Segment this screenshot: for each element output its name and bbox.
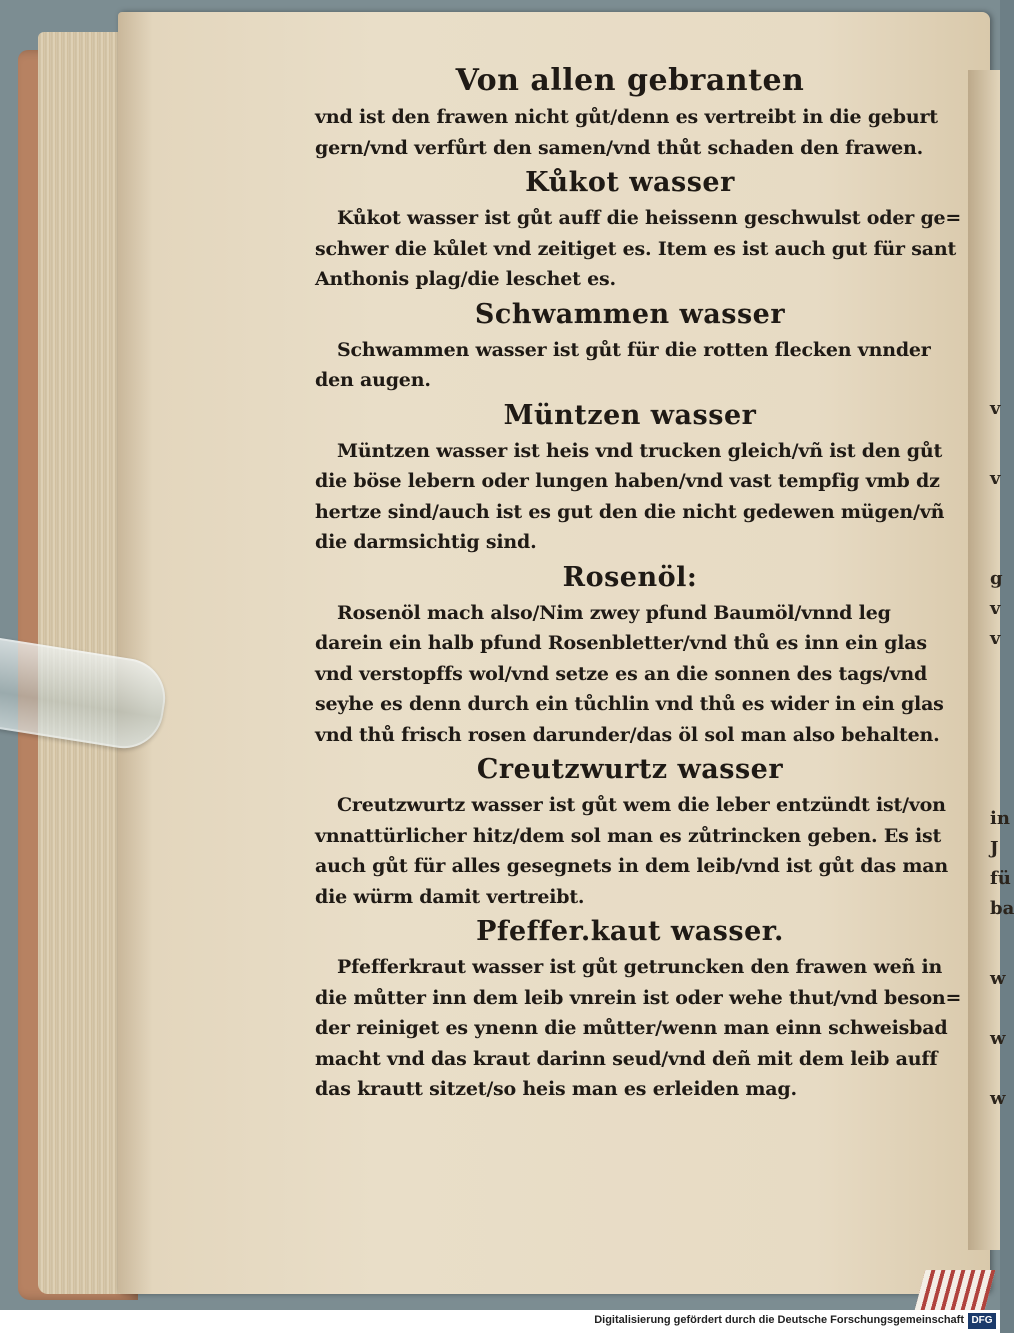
text-line: Pfefferkraut wasser ist gůt getruncken den frawen weñ in (337, 956, 943, 978)
edge-fragment: v (990, 598, 1001, 619)
text-line: darein ein halb pfund Rosenbletter/vnd thů es inn ein glas (315, 632, 927, 654)
section-heading: Kůkot wasser (525, 167, 735, 198)
section-heading: Creutzwurtz wasser (476, 754, 784, 785)
text-line: vnnattürlicher hitz/dem sol man es zůtrincken geben. Es ist (315, 824, 942, 847)
funding-credit: Digitalisierung gefördert durch die Deutsche Forschungsgemeinschaft (594, 1314, 964, 1326)
edge-fragment: ba (990, 898, 1014, 919)
edge-fragment: w (990, 1028, 1006, 1049)
text-line: seyhe es denn durch ein tůchlin vnd thů es wider in ein glas (315, 693, 944, 715)
section-heading: Pfeffer.kaut wasser. (476, 916, 784, 947)
section-heading: Schwammen wasser (474, 298, 786, 330)
footer-bar (0, 1310, 1000, 1333)
text-line: Anthonis plag/die leschet es. (315, 268, 616, 290)
text-line: vnd ist den frawen nicht gůt/denn es vertreibt in die geburt (315, 106, 938, 128)
page-text (315, 60, 962, 1105)
text-line: hertze sind/auch ist es gut den die nicht gedewen mügen/vñ (315, 500, 945, 523)
edge-fragment: g (990, 568, 1003, 589)
text-line: gern/vnd verfůrt den samen/vnd thůt schaden den frawen. (315, 136, 924, 159)
text-line: schwer die kůlet vnd zeitiget es. Item es ist auch gut für sant (315, 237, 957, 260)
edge-fragment: w (990, 968, 1006, 989)
text-line: Creutzwurtz wasser ist gůt wem die leber entzündt ist/von (337, 794, 946, 816)
running-head: Von allen gebranten (455, 63, 805, 98)
edge-fragment: J (990, 838, 999, 859)
text-line: Müntzen wasser ist heis vnd trucken gleich/vñ ist den gůt (337, 439, 943, 462)
text-line: Rosenöl mach also/Nim zwey pfund Baumöl/vnnd leg (337, 601, 891, 624)
dfg-logo-icon: DFG (968, 1313, 996, 1329)
edge-fragment: v (990, 628, 1001, 649)
text-line: die würm damit vertreibt. (315, 885, 585, 908)
text-line: vnd verstopffs wol/vnd setze es an die sonnen des tags/vnd (315, 662, 928, 685)
text-line: macht vnd das kraut darinn seud/vnd deñ mit dem leib auff (315, 1047, 938, 1070)
text-line: auch gůt für alles gesegnets in dem leib/vnd ist gůt das man (315, 855, 948, 877)
bookmark-ribbon (915, 1270, 996, 1310)
edge-fragment: fü (990, 868, 1011, 889)
edge-fragment: w (990, 1088, 1006, 1109)
text-line: die můtter inn dem leib vnrein ist oder wehe thut/vnd beson= (315, 986, 962, 1009)
text-line: den augen. (315, 369, 431, 391)
text-line: Schwammen wasser ist gůt für die rotten flecken vnnder (337, 338, 931, 361)
edge-fragment: v (990, 398, 1001, 419)
section-heading: Rosenöl: (562, 561, 698, 593)
text-line: das krautt sitzet/so heis man es erleiden mag. (315, 1078, 797, 1100)
next-page-edge (968, 70, 1014, 1250)
text-line: Kůkot wasser ist gůt auff die heissenn geschwulst oder ge= (337, 207, 962, 229)
text-line: vnd thů frisch rosen darunder/das öl sol man also behalten. (315, 723, 940, 746)
edge-fragment: in (990, 808, 1010, 829)
section-heading: Müntzen wasser (503, 399, 757, 431)
text-line: die darmsichtig sind. (315, 531, 537, 553)
edge-fragment: v (990, 468, 1001, 489)
text-line: der reiniget es ynenn die můtter/wenn man einn schweisbad (315, 1017, 948, 1039)
text-line: die böse lebern oder lungen haben/vnd vast tempfig vmb dz (315, 470, 940, 492)
